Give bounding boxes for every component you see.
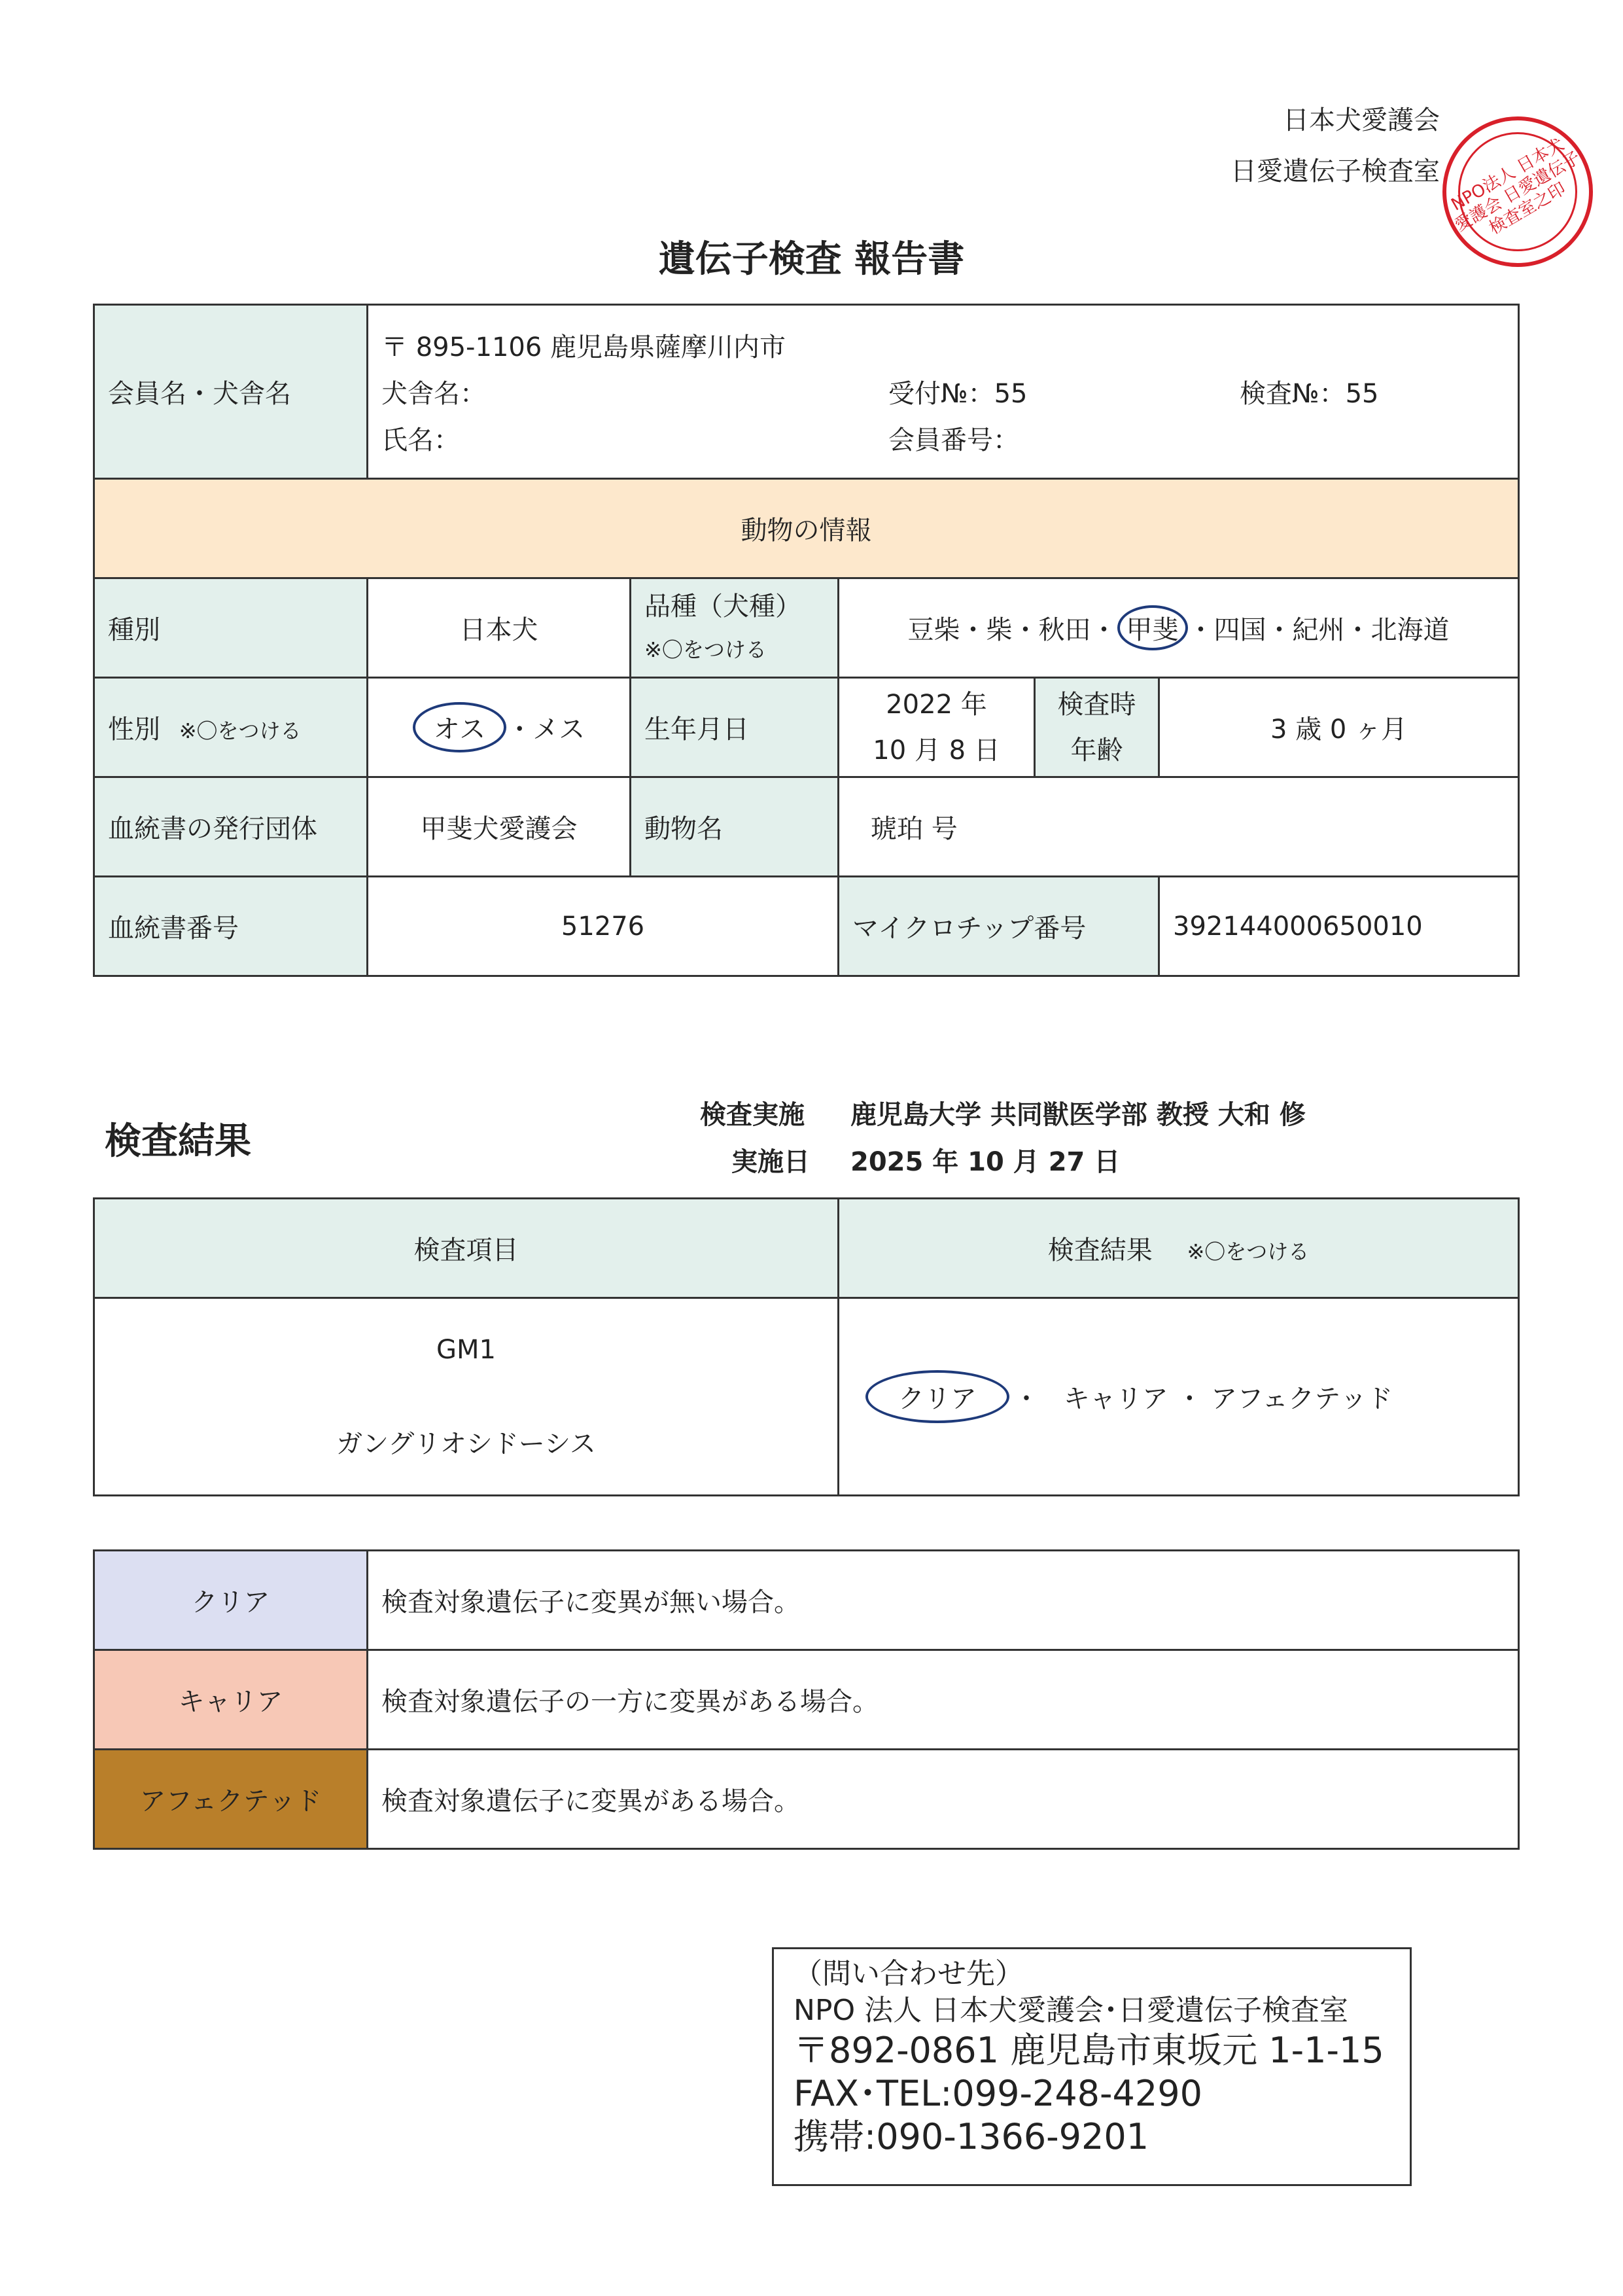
seal-stamp-text: NPO法人 日本犬愛護会 日愛遺伝子 検査室之印 [1448,134,1584,239]
microchip-label: マイクロチップ番号 [839,877,1159,976]
member-row [94,305,1519,479]
receipt-number: 受付№：55 [888,379,1028,409]
dob-cell [839,678,1035,777]
dob-year: 2022 年 [886,689,987,720]
legend-row [94,1650,1519,1750]
age-label-line2: 年齢 [1070,735,1123,766]
age-label-cell [1035,678,1159,777]
col-test-item: 検査項目 [94,1199,839,1298]
col-test-result-label: 検査結果 [1047,1235,1153,1265]
breed-options-after: 四国・紀州・北海道 [1213,615,1450,645]
page-title: 遺伝子検査 報告書 [658,238,965,281]
test-item-code: GM1 [436,1334,496,1365]
dob-month-day: 10 月 8 日 [873,735,1000,766]
results-heading: 検査結果 [105,1120,251,1163]
contact-mobile: 携帯:090-1366-9201 [794,2116,1149,2157]
test-item-cell [94,1298,839,1496]
pedigree-number-value: 51276 [368,877,839,976]
test-result-cell [839,1298,1519,1496]
breed-selected-oval: 甲斐 [1117,605,1188,650]
contact-heading: （問い合わせ先） [794,1957,1024,1990]
legend-term-clear: クリア [94,1551,368,1650]
legend-desc-carrier: 検査対象遺伝子の一方に変異がある場合。 [368,1650,1519,1750]
sex-other: メス [532,715,585,745]
implementation-date-value: 2025 年 10 月 27 日 [850,1147,1121,1177]
sex-note: ※〇をつける [179,718,302,743]
exam-number: 検査№：55 [1240,379,1379,409]
owner-name-label: 氏名： [381,425,460,455]
microchip-value: 392144000650010 [1159,877,1519,976]
member-address: 〒 895-1106 鹿児島県薩摩川内市 [381,332,786,362]
legend-desc-clear: 検査対象遺伝子に変異が無い場合。 [368,1551,1519,1650]
sex-label-cell [94,678,368,777]
animal-name-label: 動物名 [631,777,839,877]
legend-desc-affected: 検査対象遺伝子に変異がある場合。 [368,1750,1519,1849]
animal-info-table [93,304,1520,977]
result-selected-oval: クリア [865,1370,1009,1423]
breed-separator: ・ [1187,615,1214,645]
age-label-line1: 検査時 [1057,689,1136,720]
section-animal-info: 動物の情報 [94,479,1519,578]
results-table [93,1197,1520,1496]
age-value: 3 歳 0 ヶ月 [1159,678,1519,777]
legend-term-carrier: キャリア [94,1650,368,1750]
org-name: 日本犬愛護会 [1283,105,1440,135]
result-other-options: キャリア ・ アフェクテッド [1063,1384,1393,1414]
breed-options-before: 豆柴・柴・秋田 [907,615,1091,645]
member-label: 会員名・犬舎名 [94,305,368,479]
legend-table [93,1549,1520,1850]
breed-separator: ・ [1091,615,1117,645]
test-item-name: ガングリオシドーシス [336,1428,596,1459]
species-label: 種別 [94,578,368,678]
legend-term-affected: アフェクテッド [94,1750,368,1849]
breed-options [839,578,1519,678]
animal-name-value: 琥珀 号 [839,777,1519,877]
legend-row [94,1750,1519,1849]
breed-label-cell [631,578,839,678]
col-test-result-note: ※〇をつける [1187,1239,1310,1264]
member-number-label: 会員番号： [888,425,1019,455]
lab-name: 日愛遺伝子検査室 [1230,156,1440,186]
species-value: 日本犬 [368,578,631,678]
breed-label: 品種（犬種） [644,591,801,622]
implementation-date-label: 実施日 [731,1147,810,1177]
contact-org: NPO 法人 日本犬愛護会･日愛遺伝子検査室 [794,1994,1349,2027]
member-details [368,305,1519,479]
pedigree-number-label: 血統書番号 [94,877,368,976]
col-test-result [839,1199,1519,1298]
implementer-label: 検査実施 [700,1100,805,1130]
sex-separator: ・ [506,715,533,745]
sex-label: 性別 [108,715,160,745]
kennel-label: 犬舎名： [381,379,486,409]
pedigree-org-value: 甲斐犬愛護会 [368,777,631,877]
dob-label: 生年月日 [631,678,839,777]
implementer-value: 鹿児島大学 共同獣医学部 教授 大和 修 [850,1100,1306,1130]
breed-note: ※〇をつける [644,637,767,662]
contact-box [772,1947,1412,2186]
sex-options [368,678,631,777]
result-separator: ・ [1013,1384,1039,1414]
sex-selected-oval: オス [413,702,507,752]
contact-address: 〒892-0861 鹿児島市東坂元 1-1-15 [794,2030,1384,2071]
legend-row [94,1551,1519,1650]
contact-fax-tel: FAX･TEL:099-248-4290 [794,2073,1202,2114]
pedigree-org-label: 血統書の発行団体 [94,777,368,877]
